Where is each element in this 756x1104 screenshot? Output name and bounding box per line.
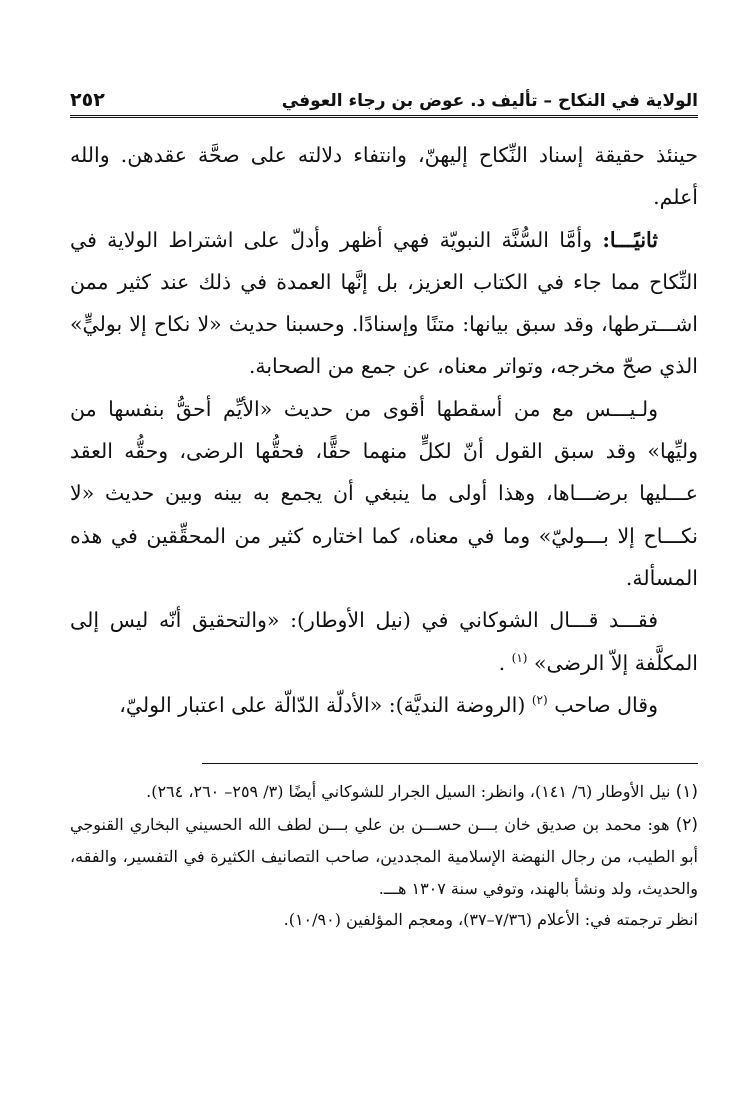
paragraph-5: [70, 684, 698, 726]
footnote-1-number: (١): [675, 782, 698, 802]
paragraph-5-text: (الروضة النديَّة): «الأدلّة الدّالّة على اعتبار الوليّ،: [119, 692, 532, 717]
paragraph-4-end: .: [498, 650, 512, 675]
footnote-1-text: نيل الأوطار (٦/ ١٤١)، وانظر: السيل الجرار للشوكاني أيضًا (٣/ ٢٥٩– ٢٦٠، ٢٦٤).: [146, 782, 676, 801]
running-header: [70, 84, 698, 118]
footnote-ref-1[interactable]: (١): [511, 650, 528, 665]
header-title: الولاية في النكاح – تأليف د. عوض بن رجاء العوفي: [281, 91, 698, 111]
footnote-1: [70, 776, 698, 809]
footnote-ref-2[interactable]: (٢): [531, 693, 548, 708]
paragraph-2-lead: ثانيًـــا:: [602, 227, 658, 252]
footnote-2-number: (٢): [675, 814, 698, 835]
footnote-2-text: هو: محمد بن صديق خان بـــن حســـن بن علي بـــن لطف الله الحسيني البخاري القنوجي أبو الطيب، من رجال النهضة الإسلامية المجددين، صاحب التصانيف الكثيرة في التفسير، والفقه، والحديث، ولد ونشأ بالهند، وتوفي سنة ١٣٠٧ هـــ.: [70, 814, 698, 898]
footnote-2-continued: انظر ترجمته في: الأعلام (٧/٣٦–٣٧)، ومعجم المؤلفين (١٠/٩٠).: [283, 910, 698, 929]
paragraph-3: ولـيـــس مع من أسقطها أقوى من حديث «الأيِّم أحقُّ بنفسها من وليِّها» وقد سبق القول أنّ لكلٍّ منهما حقًّا، فحقُّها الرضى، وحقُّه العقد عـــليها برضـــاها، وهذا أولى ما ينبغي أن يجمع به بينه وبين حديث «لا نكـــاح إلا بـــوليّ» وما في معناه، كما اختاره كثير من المحقِّقين في هذه المسألة.: [70, 396, 698, 590]
paragraph-4-text: فقـــد قـــال الشوكاني في (نيل الأوطار): «والتحقيق أنّه ليس إلى المكلَّفة إلاّ الرضى»: [70, 608, 698, 675]
paragraph-5-start: وقال صاحب: [547, 692, 658, 717]
book-page: [70, 0, 698, 1104]
paragraph-2: [70, 219, 698, 388]
footnotes: [70, 776, 698, 936]
footnote-2: [70, 809, 698, 905]
paragraph-1: حينئذ حقيقة إسناد النِّكاح إليهنّ، وانتفاء دلالته على صحَّة عقدهن. والله أعلم.: [70, 143, 698, 210]
paragraph-2-text: وأمَّا السُّنَّة النبويّة فهي أظهر وأدلّ على اشتراط الولاية في النِّكاح مما جاء في الكتاب العزيز، بل إنَّها العمدة في ذلك عند كثير ممن اشـــترطها، وقد سبق بيانها: متنًا وإسنادًا. وحسبنا حديث «لا نكاح إلا بوليٍّ» الذي صحّ مخرجه، وتواتر معناه، عن جمع من الصحابة.: [70, 227, 698, 379]
main-text: [70, 134, 698, 726]
footnote-separator: [202, 763, 698, 764]
page-number: ٢٥٢: [70, 89, 105, 111]
paragraph-4: [70, 599, 698, 684]
